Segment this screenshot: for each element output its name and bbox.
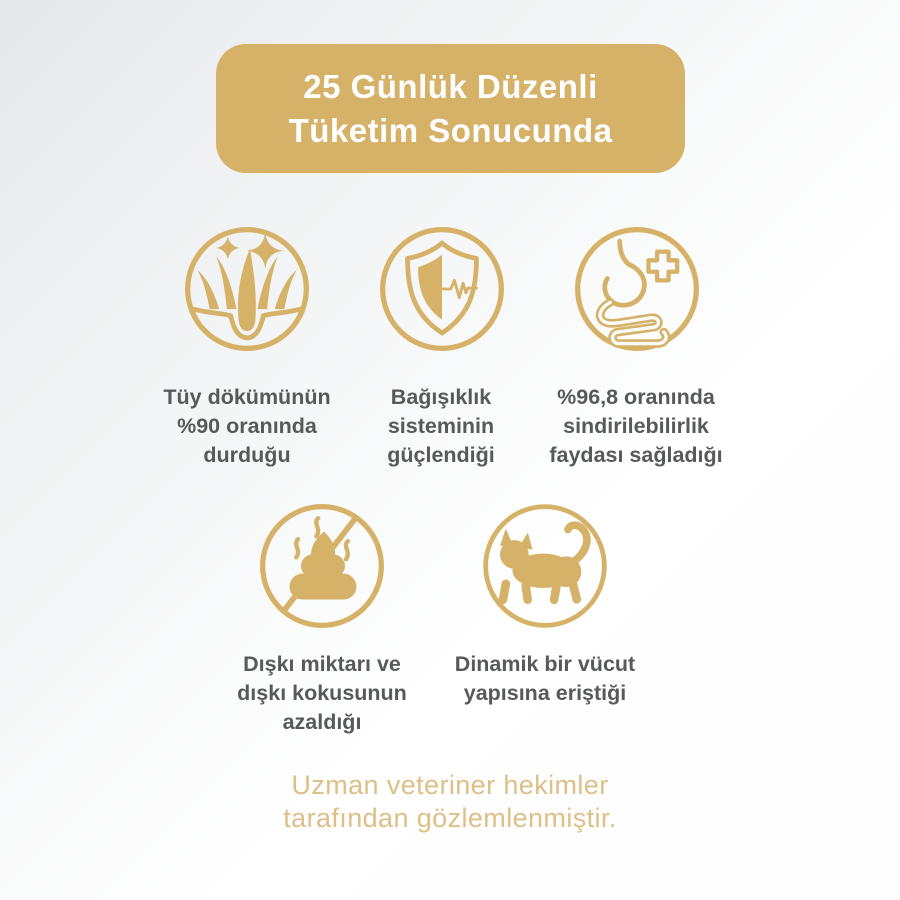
dynamic-cat-icon xyxy=(478,499,612,633)
header-line-2: Tüketim Sonucunda xyxy=(288,111,613,149)
caption-line: Dinamik bir vücut xyxy=(454,652,636,676)
no-stool-odor-icon xyxy=(255,499,389,633)
caption-line: %90 oranında xyxy=(177,414,317,438)
caption-line: faydası sağladığı xyxy=(549,443,723,467)
caption-line: güçlendiği xyxy=(387,443,495,467)
benefit-caption-digestibility xyxy=(528,383,744,470)
footer-line-1: Uzman veteriner hekimler xyxy=(291,770,609,800)
benefit-caption-shedding xyxy=(147,383,347,470)
caption-line: Bağışıklık xyxy=(390,385,492,409)
caption-line: azaldığı xyxy=(282,710,362,734)
footer-line-2: tarafından gözlemlenmiştir. xyxy=(283,803,617,833)
caption-line: Dışkı miktarı ve xyxy=(243,652,401,676)
caption-line: %96,8 oranında xyxy=(557,385,715,409)
digestive-system-icon xyxy=(570,222,704,356)
benefit-caption-stool xyxy=(212,650,432,737)
benefit-caption-body xyxy=(435,650,655,708)
immunity-shield-icon xyxy=(375,222,509,356)
caption-line: Tüy dökümünün xyxy=(163,385,331,409)
header-banner xyxy=(216,44,685,173)
caption-line: sindirilebilirlik xyxy=(563,414,709,438)
caption-line: dışkı kokusunun xyxy=(237,681,407,705)
fur-shedding-icon xyxy=(180,222,314,356)
caption-line: sisteminin xyxy=(387,414,495,438)
caption-line: durduğu xyxy=(203,443,291,467)
veterinarian-note xyxy=(0,769,900,835)
header-line-1: 25 Günlük Düzenli xyxy=(303,67,598,105)
benefit-caption-immunity xyxy=(341,383,541,470)
caption-line: yapısına eriştiği xyxy=(463,681,627,705)
